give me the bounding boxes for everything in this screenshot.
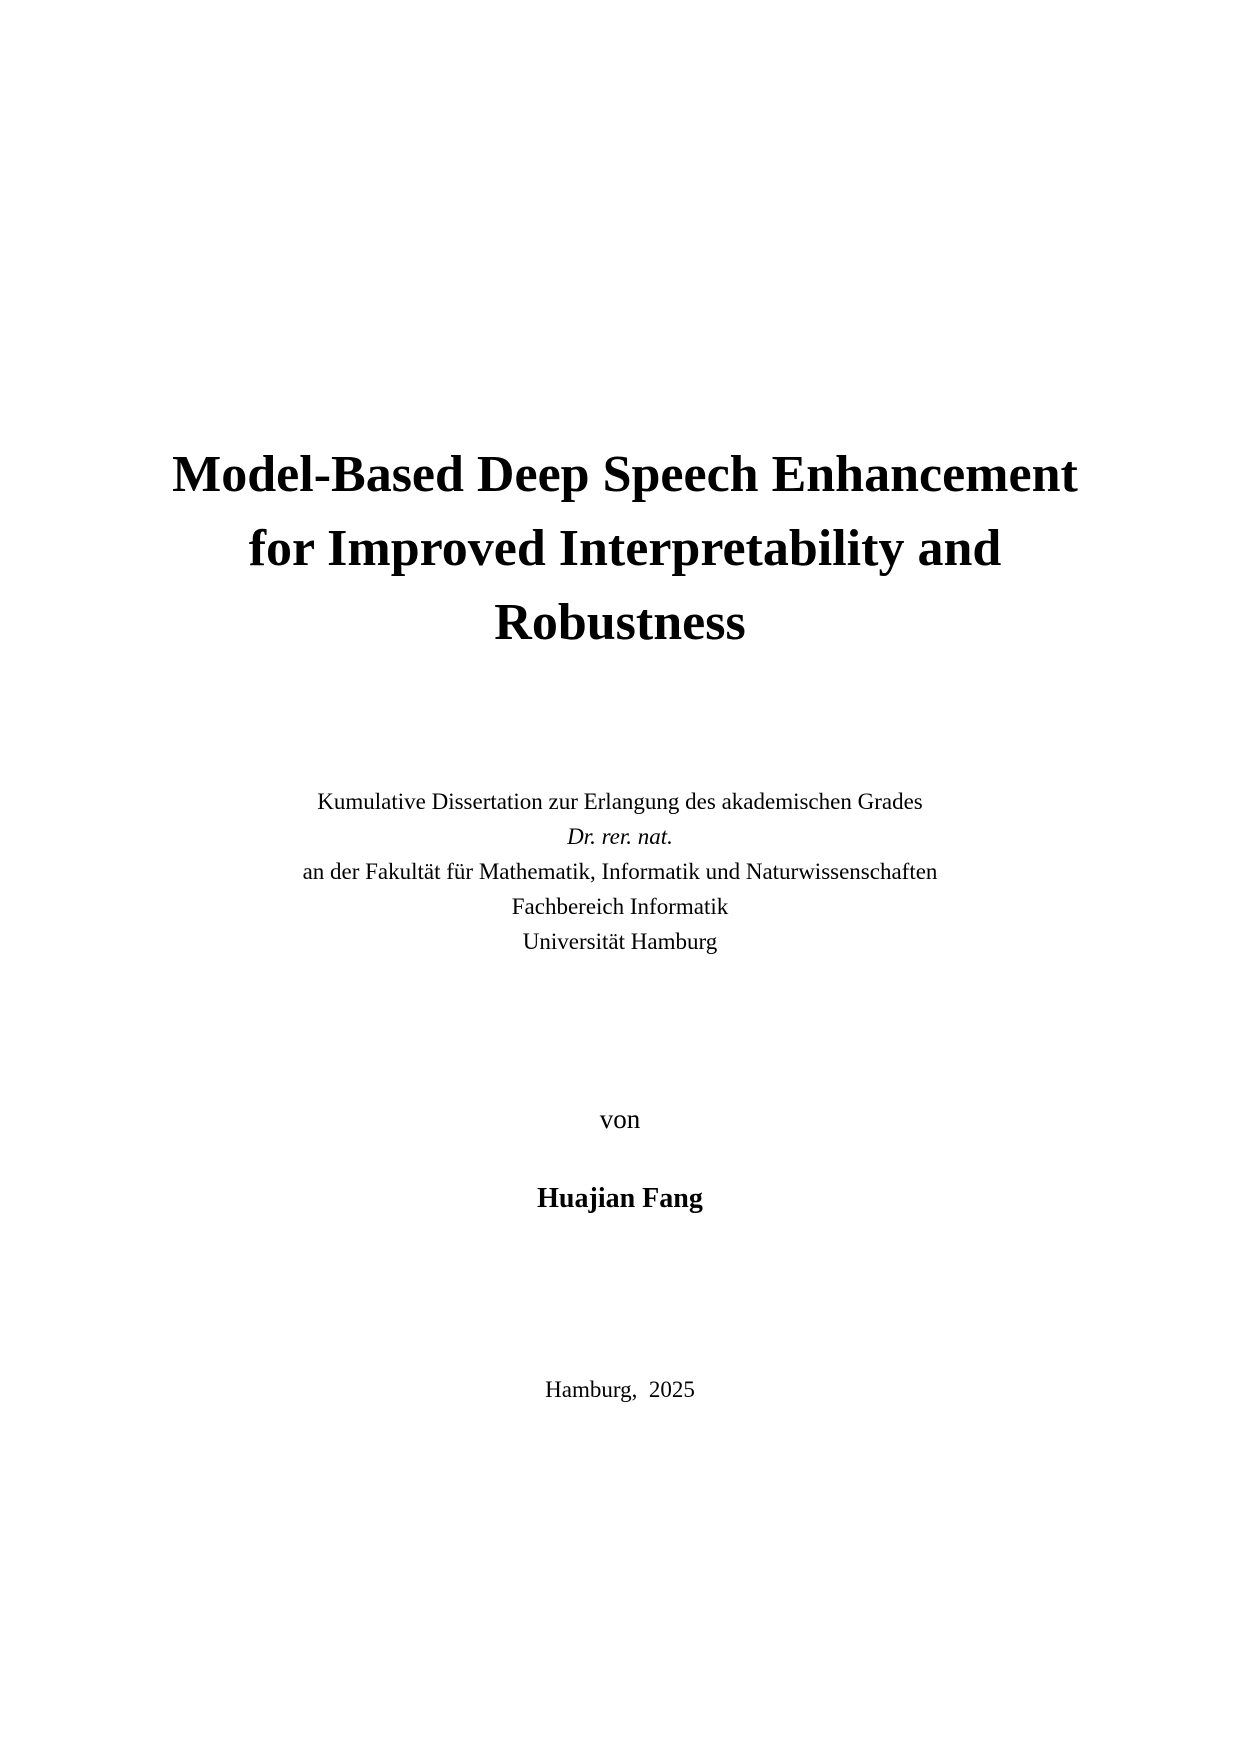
title-line-2: for Improved Interpretability and [248,520,1002,577]
title-line-1: Model-Based Deep Speech Enhancement [172,446,1078,503]
title-line-3: Robustness [494,594,746,651]
author-name: Huajian Fang [537,1183,703,1214]
by-label: von [599,1104,641,1134]
thesis-title [0,438,1240,660]
place-and-date: Hamburg, 2025 [545,1377,695,1402]
degree-line-1: Kumulative Dissertation zur Erlangung des akademischen Grades [317,789,923,814]
degree-name: Dr. rer. nat. [567,824,673,849]
university-line: Universität Hamburg [522,929,718,954]
faculty-line: an der Fakultät für Mathematik, Informatik und Naturwissenschaften [302,859,938,884]
degree-statement [0,784,1240,959]
department-line: Fachbereich Informatik [511,894,729,919]
